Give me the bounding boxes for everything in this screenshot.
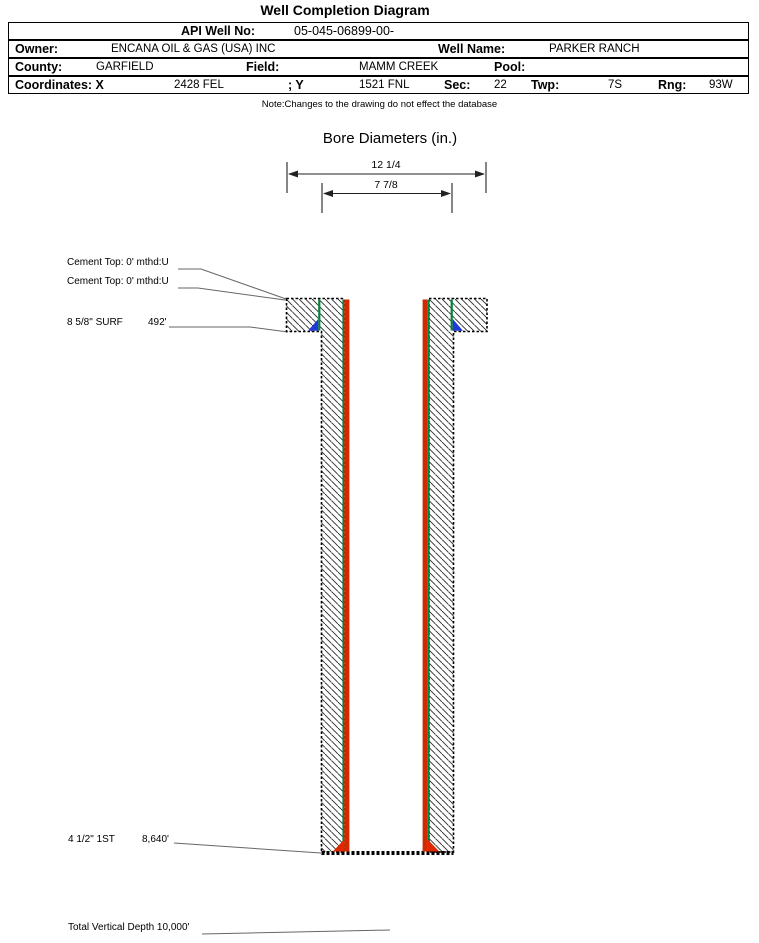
production-casing-label: 4 1/2" 1ST	[68, 834, 115, 845]
dim-arrowhead-left	[288, 171, 298, 178]
leader-surface-casing	[169, 327, 288, 332]
outer-bore-diameter-label: 12 1/4	[371, 159, 401, 171]
table-row-county	[8, 58, 749, 76]
well-name-value: PARKER RANCH	[549, 42, 640, 55]
cement-annulus-right	[429, 299, 487, 853]
total-vertical-depth-label: Total Vertical Depth 10,000'	[68, 922, 190, 933]
dim-arrowhead-right	[441, 190, 451, 197]
well-name-label: Well Name:	[438, 41, 506, 56]
twp-label: Twp:	[531, 77, 560, 92]
field-value: MAMM CREEK	[359, 60, 439, 73]
rng-label: Rng:	[658, 77, 687, 92]
field-label: Field:	[246, 59, 280, 74]
county-value: GARFIELD	[96, 60, 154, 73]
table-row-owner	[8, 40, 749, 58]
production-casing-green-right	[428, 300, 430, 852]
dim-arrowhead-right	[475, 171, 485, 178]
dim-arrowhead-left	[323, 190, 333, 197]
surface-casing-right	[451, 300, 453, 331]
owner-value: ENCANA OIL & GAS (USA) INC	[111, 42, 276, 55]
production-casing-green-left	[342, 300, 344, 852]
api-well-no-label: API Well No:	[181, 23, 256, 38]
page-title: Well Completion Diagram	[260, 2, 430, 18]
coordinates-y-label: ; Y	[288, 77, 304, 92]
leader-cement-top-1	[178, 269, 286, 299]
coordinates-label: Coordinates: X	[15, 77, 104, 92]
production-casing-right	[423, 300, 428, 852]
leader-production-casing	[174, 843, 321, 853]
cement-top-2-label: Cement Top: 0' mthd:U	[67, 276, 169, 287]
inner-bore-diameter-label: 7 7/8	[374, 179, 398, 191]
sec-value: 22	[494, 78, 507, 91]
owner-label: Owner:	[15, 41, 59, 56]
surface-casing-depth: 492'	[148, 317, 167, 328]
sec-label: Sec:	[444, 77, 471, 92]
coordinates-x-value: 2428 FEL	[174, 78, 224, 91]
pool-label: Pool:	[494, 59, 526, 74]
cement-annulus-left	[287, 299, 345, 853]
county-label: County:	[15, 59, 63, 74]
production-casing-left	[344, 300, 349, 852]
leader-total-depth	[202, 930, 390, 934]
coordinates-y-value: 1521 FNL	[359, 78, 410, 91]
production-casing-depth: 8,640'	[142, 834, 169, 845]
surface-casing-left	[318, 300, 320, 331]
bore-diameters-title: Bore Diameters (in.)	[322, 130, 458, 147]
surface-casing-label: 8 5/8" SURF	[67, 317, 123, 328]
rng-value: 93W	[709, 78, 733, 91]
table-row-coordinates	[8, 76, 749, 94]
twp-value: 7S	[608, 78, 623, 91]
cement-top-1-label: Cement Top: 0' mthd:U	[67, 257, 169, 268]
table-row-api	[8, 22, 749, 40]
database-note: Note:Changes to the drawing do not effect the database	[261, 99, 498, 110]
api-well-no-value: 05-045-06899-00-	[294, 23, 395, 38]
leader-cement-top-2	[178, 288, 285, 300]
